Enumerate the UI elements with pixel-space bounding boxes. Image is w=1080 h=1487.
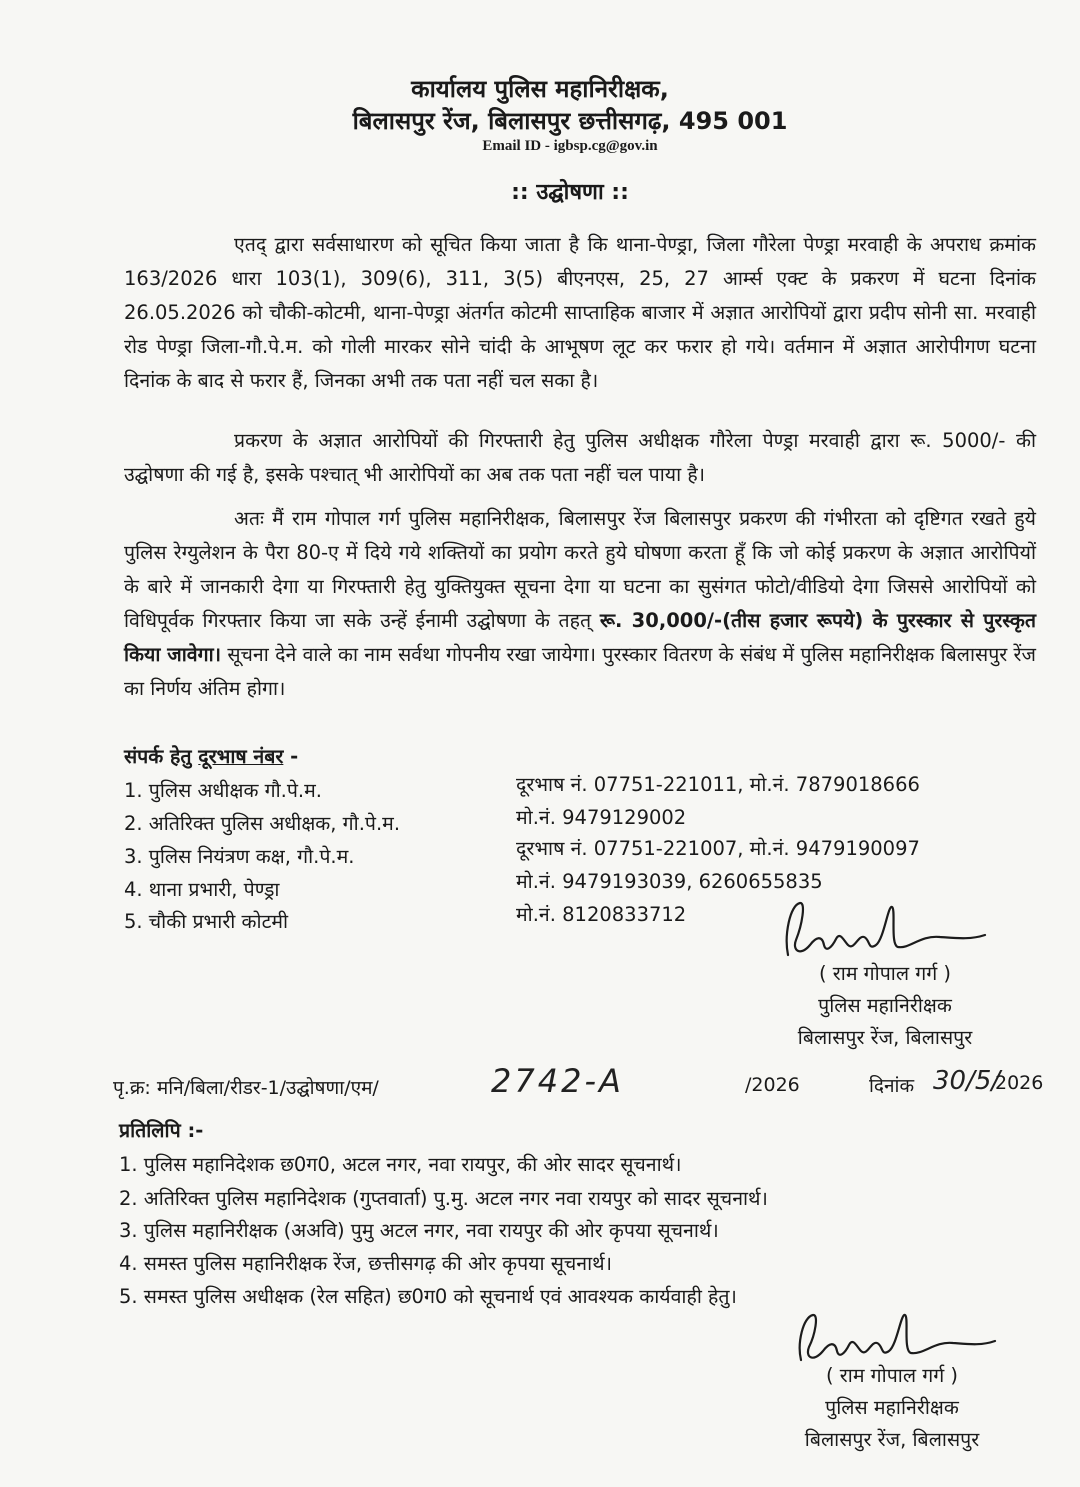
reward-amount-text: रू. 30,000/-(तीस हजार रूपये) के पुरस्कार से पुरस्कृत किया जावेगा।	[124, 609, 1036, 666]
contact-name: 5. चौकी प्रभारी कोटमी	[124, 910, 289, 933]
signatory-designation: पुलिस महानिरीक्षक	[825, 1396, 959, 1419]
reference-year: /2026	[745, 1074, 800, 1096]
reference-line	[113, 1062, 1053, 1108]
contact-number: दूरभाष नं. 07751-221011, मो.नं. 7879018666	[516, 773, 920, 796]
paragraph-confidentiality-text: सूचना देने वाले का नाम सर्वथा गोपनीय रखा जायेगा। पुरस्कार वितरण के संबंध में पुलिस महानिरीक्षक बिलासपुर रेंज का निर्णय अंतिम होगा।	[124, 643, 1036, 700]
contact-number: मो.नं. 9479193039, 6260655835	[516, 870, 823, 893]
contact-heading-suffix: -	[283, 745, 299, 768]
reference-prefix: पृ.क्र: मनि/बिला/रीडर-1/उद्घोषणा/एम/	[113, 1077, 379, 1099]
office-address: बिलासपुर रेंज, बिलासपुर छत्तीसगढ़, 495 001	[352, 107, 788, 135]
contact-name: 3. पुलिस नियंत्रण कक्ष, गौ.पे.म.	[124, 845, 355, 868]
paragraph-declaration	[124, 502, 1036, 706]
document-title: :: उद्घोषणा ::	[511, 180, 629, 205]
paragraph-previous-reward-text: प्रकरण के अज्ञात आरोपियों की गिरफ्तारी हेतु पुलिस अधीक्षक गौरेला पेण्ड्रा मरवाही द्वारा रू. 5000/- की उद्घोषणा की गई है, इसके पश्चात् भी आरोपियों का अब तक पता नहीं चल पाया है।	[124, 429, 1036, 486]
copy-heading: प्रतिलिपि :-	[119, 1119, 204, 1142]
reference-handwritten-date: 30/5/	[933, 1066, 1001, 1096]
signatory-office: बिलासपुर रेंज, बिलासपुर	[797, 1026, 973, 1049]
signatory-designation: पुलिस महानिरीक्षक	[818, 994, 952, 1017]
contact-heading-prefix: संपर्क हेतु	[124, 745, 199, 768]
copy-recipient: 1. पुलिस महानिदेशक छ0ग0, अटल नगर, नवा रायपुर, की ओर सादर सूचनार्थ।	[119, 1153, 682, 1176]
signature-block-1	[770, 958, 1000, 1054]
signatory-office: बिलासपुर रेंज, बिलासपुर	[804, 1428, 980, 1451]
contact-name: 4. थाना प्रभारी, पेण्ड्रा	[124, 878, 280, 901]
signatory-name: ( राम गोपाल गर्ग )	[825, 1364, 959, 1387]
signature-block-2	[772, 1360, 1012, 1456]
paragraph-incident-text: एतद् द्वारा सर्वसाधारण को सूचित किया जाता है कि थाना-पेण्ड्रा, जिला गौरेला पेण्ड्रा मरवाही के अपराध क्रमांक 163/2026 धारा 103(1), 309(6), 311, 3(5) बीएनएस, 25, 27 आर्म्स एक्ट के प्रकरण में घटना दिनांक 26.05.2026 को चौकी-कोटमी, थाना-पेण्ड्रा अंतर्गत कोटमी साप्ताहिक बाजार में अज्ञात आरोपियों द्वारा प्रदीप सोनी सा. मरवाही रोड पेण्ड्रा जिला-गौ.पे.म. को गोली मारकर सोने चांदी के आभूषण लूट कर फरार हो गये। वर्तमान में अज्ञात आरोपीगण घटना दिनांक के बाद से फरार हैं, जिनका अभी तक पता नहीं चल सका है।	[124, 233, 1036, 392]
contact-heading	[124, 742, 298, 769]
copy-recipient: 5. समस्त पुलिस अधीक्षक (रेल सहित) छ0ग0 को सूचनार्थ एवं आवश्यक कार्यवाही हेतु।	[119, 1285, 737, 1308]
office-name: कार्यालय पुलिस महानिरीक्षक,	[411, 75, 669, 103]
contact-name: 2. अतिरिक्त पुलिस अधीक्षक, गौ.पे.म.	[124, 812, 401, 835]
paragraph-incident	[124, 228, 1036, 398]
reference-handwritten-number: 2742-A	[491, 1062, 624, 1100]
contact-number: मो.नं. 9479129002	[516, 806, 687, 829]
reference-date-label: दिनांक	[869, 1075, 915, 1097]
copy-recipient: 2. अतिरिक्त पुलिस महानिदेशक (गुप्तवार्ता) पु.मु. अटल नगर नवा रायपुर को सादर सूचनार्थ।	[119, 1187, 768, 1210]
contact-name: 1. पुलिस अधीक्षक गौ.पे.म.	[124, 779, 322, 802]
copy-recipient: 4. समस्त पुलिस महानिरीक्षक रेंज, छत्तीसगढ़ की ओर कृपया सूचनार्थ।	[119, 1252, 613, 1275]
contact-number: मो.नं. 8120833712	[516, 903, 687, 926]
contact-heading-underlined: दूरभाष नंबर	[198, 745, 284, 768]
signatory-name: ( राम गोपाल गर्ग )	[818, 962, 952, 985]
office-email: Email ID - igbsp.cg@gov.in	[482, 138, 658, 154]
paragraph-previous-reward	[124, 424, 1036, 492]
copy-recipient: 3. पुलिस महानिरीक्षक (अअवि) पुमु अटल नगर, नवा रायपुर की ओर कृपया सूचनार्थ।	[119, 1219, 719, 1242]
contact-number: दूरभाष नं. 07751-221007, मो.नं. 9479190097	[516, 837, 920, 860]
reference-date-year: 2026	[995, 1072, 1044, 1094]
paragraph-declaration-text: अतः मैं राम गोपाल गर्ग पुलिस महानिरीक्षक, बिलासपुर रेंज बिलासपुर प्रकरण की गंभीरता को दृष्टिगत रखते हुये पुलिस रेग्युलेशन के पैरा 80-ए में दिये गये शक्तियों का प्रयोग करते हुये घोषणा करता हूँ कि जो कोई प्रकरण के अज्ञात आरोपियों के बारे में जानकारी देगा या गिरफ्तारी हेतु युक्तियुक्त सूचना देगा या घटना का सुसंगत फोटो/वीडियो देगा जिससे आरोपियों को विधिपूर्वक गिरफ्तार किया जा सके उन्हें ईनामी उद्घोषणा के तहत्	[124, 507, 1036, 632]
